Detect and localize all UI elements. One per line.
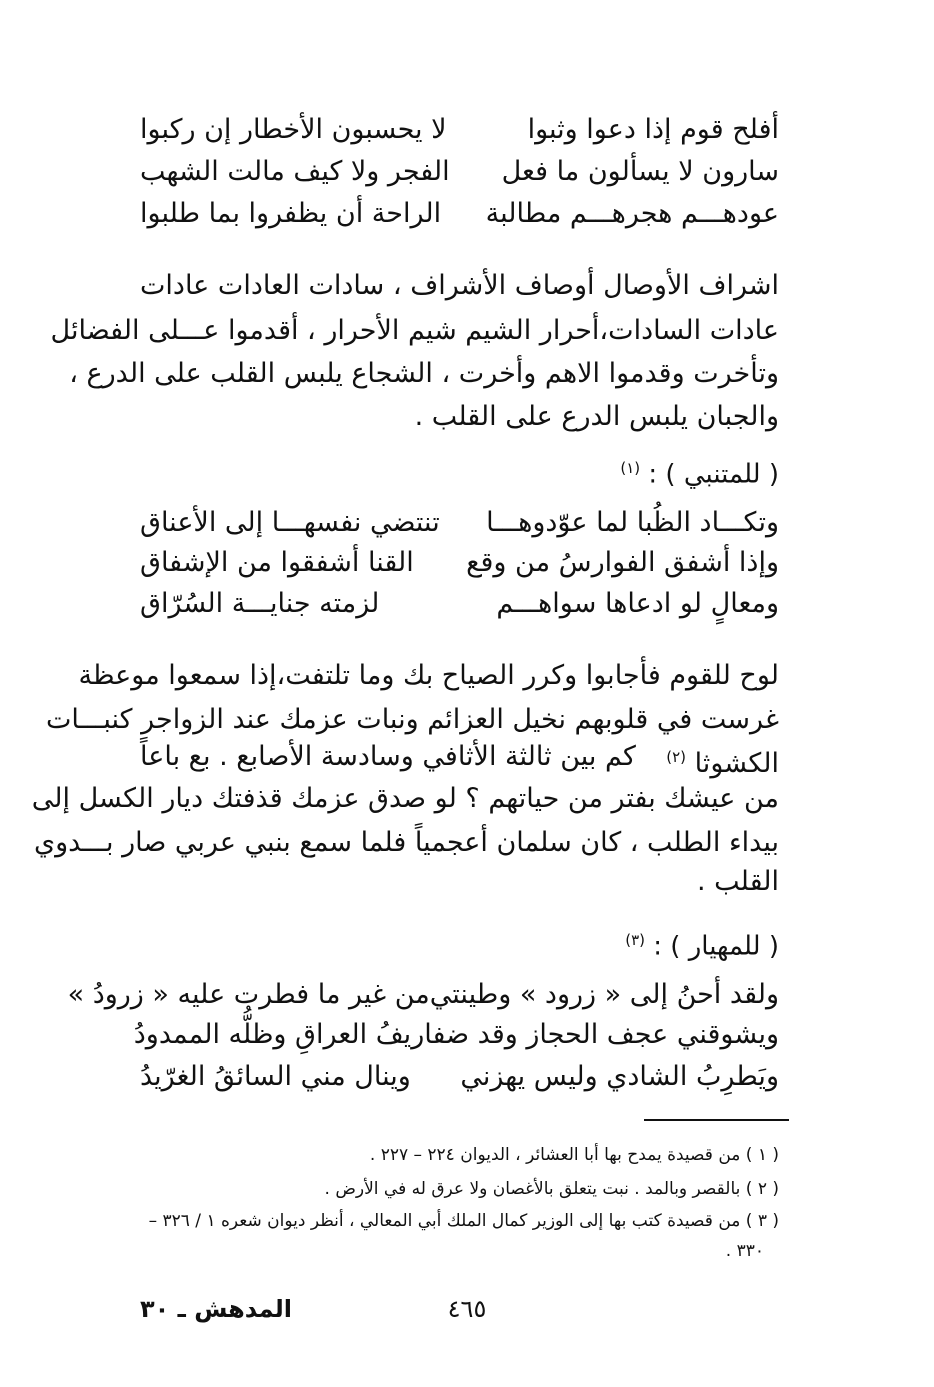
poem2-verse-1 <box>140 503 779 543</box>
prose1-line-3: وتأخرت وقدموا الاهم وأخرت ، الشجاع يلبس القلب على الدرع ، <box>69 358 779 389</box>
heading-text: ( للمتنبي ) : <box>648 459 779 490</box>
prose1-line-1: اشراف الأوصال أوصاف الأشراف ، سادات العادات عادات <box>140 270 779 301</box>
footnote-1: ( ١ ) من قصيدة يمدح بها أبا العشائر ، الديوان ٢٢٤ – ٢٢٧ . <box>369 1145 779 1165</box>
footnote-2: ( ٢ ) بالقصر وبالمد . نبت يتعلق بالأغصان ولا عرق له في الأرض . <box>324 1179 779 1199</box>
prose-fragment: كم بين ثالثة الأثافي وسادسة الأصابع . بع باعاً <box>140 741 636 772</box>
hemistich-first: ولقد أحنُ إلى « زرود » وطينتي <box>429 979 779 1010</box>
heading-text: ( للمهيار ) : <box>653 931 779 962</box>
hemistich-second: الراحة أن يظفروا بما طلبوا <box>140 198 442 229</box>
poem1-verse-2 <box>140 152 779 192</box>
hemistich-second: لا يحسبون الأخطار إن ركبوا <box>140 114 447 145</box>
prose2-line-3 <box>140 737 779 784</box>
footnote-marker: (٣) <box>625 931 646 949</box>
poem3-verse-2 <box>133 1015 779 1055</box>
hemistich-first: عودهـــم هجرهـــم مطالبة <box>485 198 779 229</box>
section-heading-mihyar <box>625 920 779 967</box>
footnote-divider <box>644 1119 789 1121</box>
hemistich-first: ويَطرِبُ الشادي وليس يهزني <box>460 1061 779 1092</box>
prose2-line-1: لوح للقوم فأجابوا وكرر الصياح بك وما تلتفت،إذا سمعوا موعظة <box>78 660 779 691</box>
hemistich-first: ويشوقني عجف الحجاز وقد ضفا <box>424 1019 779 1050</box>
hemistich-first: أفلح قوم إذا دعوا وثبوا <box>527 114 779 145</box>
section-heading-mutanabbi <box>620 448 779 495</box>
prose2-line-4: من عيشك بفتر من حياتهم ؟ لو صدق عزمك قذفتك ديار الكسل إلى <box>31 783 779 814</box>
footnote-3-continuation: ٣٣٠ . <box>725 1241 764 1261</box>
hemistich-second: لزمته جنايـــة السُرّاق <box>140 588 380 619</box>
hemistich-second: الفجر ولا كيف مالت الشهب <box>140 156 450 187</box>
hemistich-first: ومعالٍ لو ادعاها سواهـــم <box>496 588 779 619</box>
footnote-3: ( ٣ ) من قصيدة كتب بها إلى الوزير كمال الملك أبي المعالي ، أنظر ديوان شعره ١ / ٣٢٦ – <box>148 1211 779 1231</box>
poem2-verse-2 <box>140 543 779 583</box>
hemistich-first: وتكـــاد الظُبا لما عوّدوهـــا <box>486 507 779 538</box>
prose2-line-5: بيداء الطلب ، كان سلمان أعجمياً فلما سمع بنبي عربي صار بـــدوي <box>33 827 779 858</box>
page-number: ٤٦٥ <box>447 1295 487 1323</box>
hemistich-second: من غير ما فطرت عليه « زرودُ » <box>67 979 430 1010</box>
prose1-line-4: والجبان يلبس الدرع على القلب . <box>414 401 779 432</box>
prose2-line-6: القلب . <box>696 866 779 897</box>
prose-fragment <box>666 737 779 784</box>
prose1-line-2: عادات السادات،أحرار الشيم شيم الأحرار ، أقدموا عـــلى الفضائل <box>50 315 779 346</box>
hemistich-second: وينال مني السائقُ الغرّيدُ <box>140 1061 411 1092</box>
poem1-verse-1 <box>140 110 779 150</box>
hemistich-first: وإذا أشفق الفوارسُ من وقع <box>466 547 779 578</box>
hemistich-second: تنتضي نفسهـــا إلى الأعناق <box>140 507 440 538</box>
poem3-verse-1 <box>67 975 779 1015</box>
footnote-marker: (٢) <box>666 748 686 766</box>
prose2-line-2: غرست في قلوبهم نخيل العزائم ونبات عزمك عند الزواجر كنبـــات <box>46 704 779 735</box>
prose-word: الكشوثا <box>694 748 779 779</box>
hemistich-second: القنا أشفقوا من الإشفاق <box>140 547 414 578</box>
poem3-verse-3 <box>140 1057 779 1097</box>
footnote-marker: (١) <box>620 459 641 477</box>
hemistich-second: ريفُ العراقِ وظلُّه الممدودُ <box>133 1019 425 1050</box>
poem2-verse-3 <box>140 584 779 624</box>
poem1-verse-3 <box>140 194 779 234</box>
signature-mark: المدهش ـ ٣٠ <box>140 1295 292 1323</box>
hemistich-first: سارون لا يسألون ما فعل <box>501 156 779 187</box>
